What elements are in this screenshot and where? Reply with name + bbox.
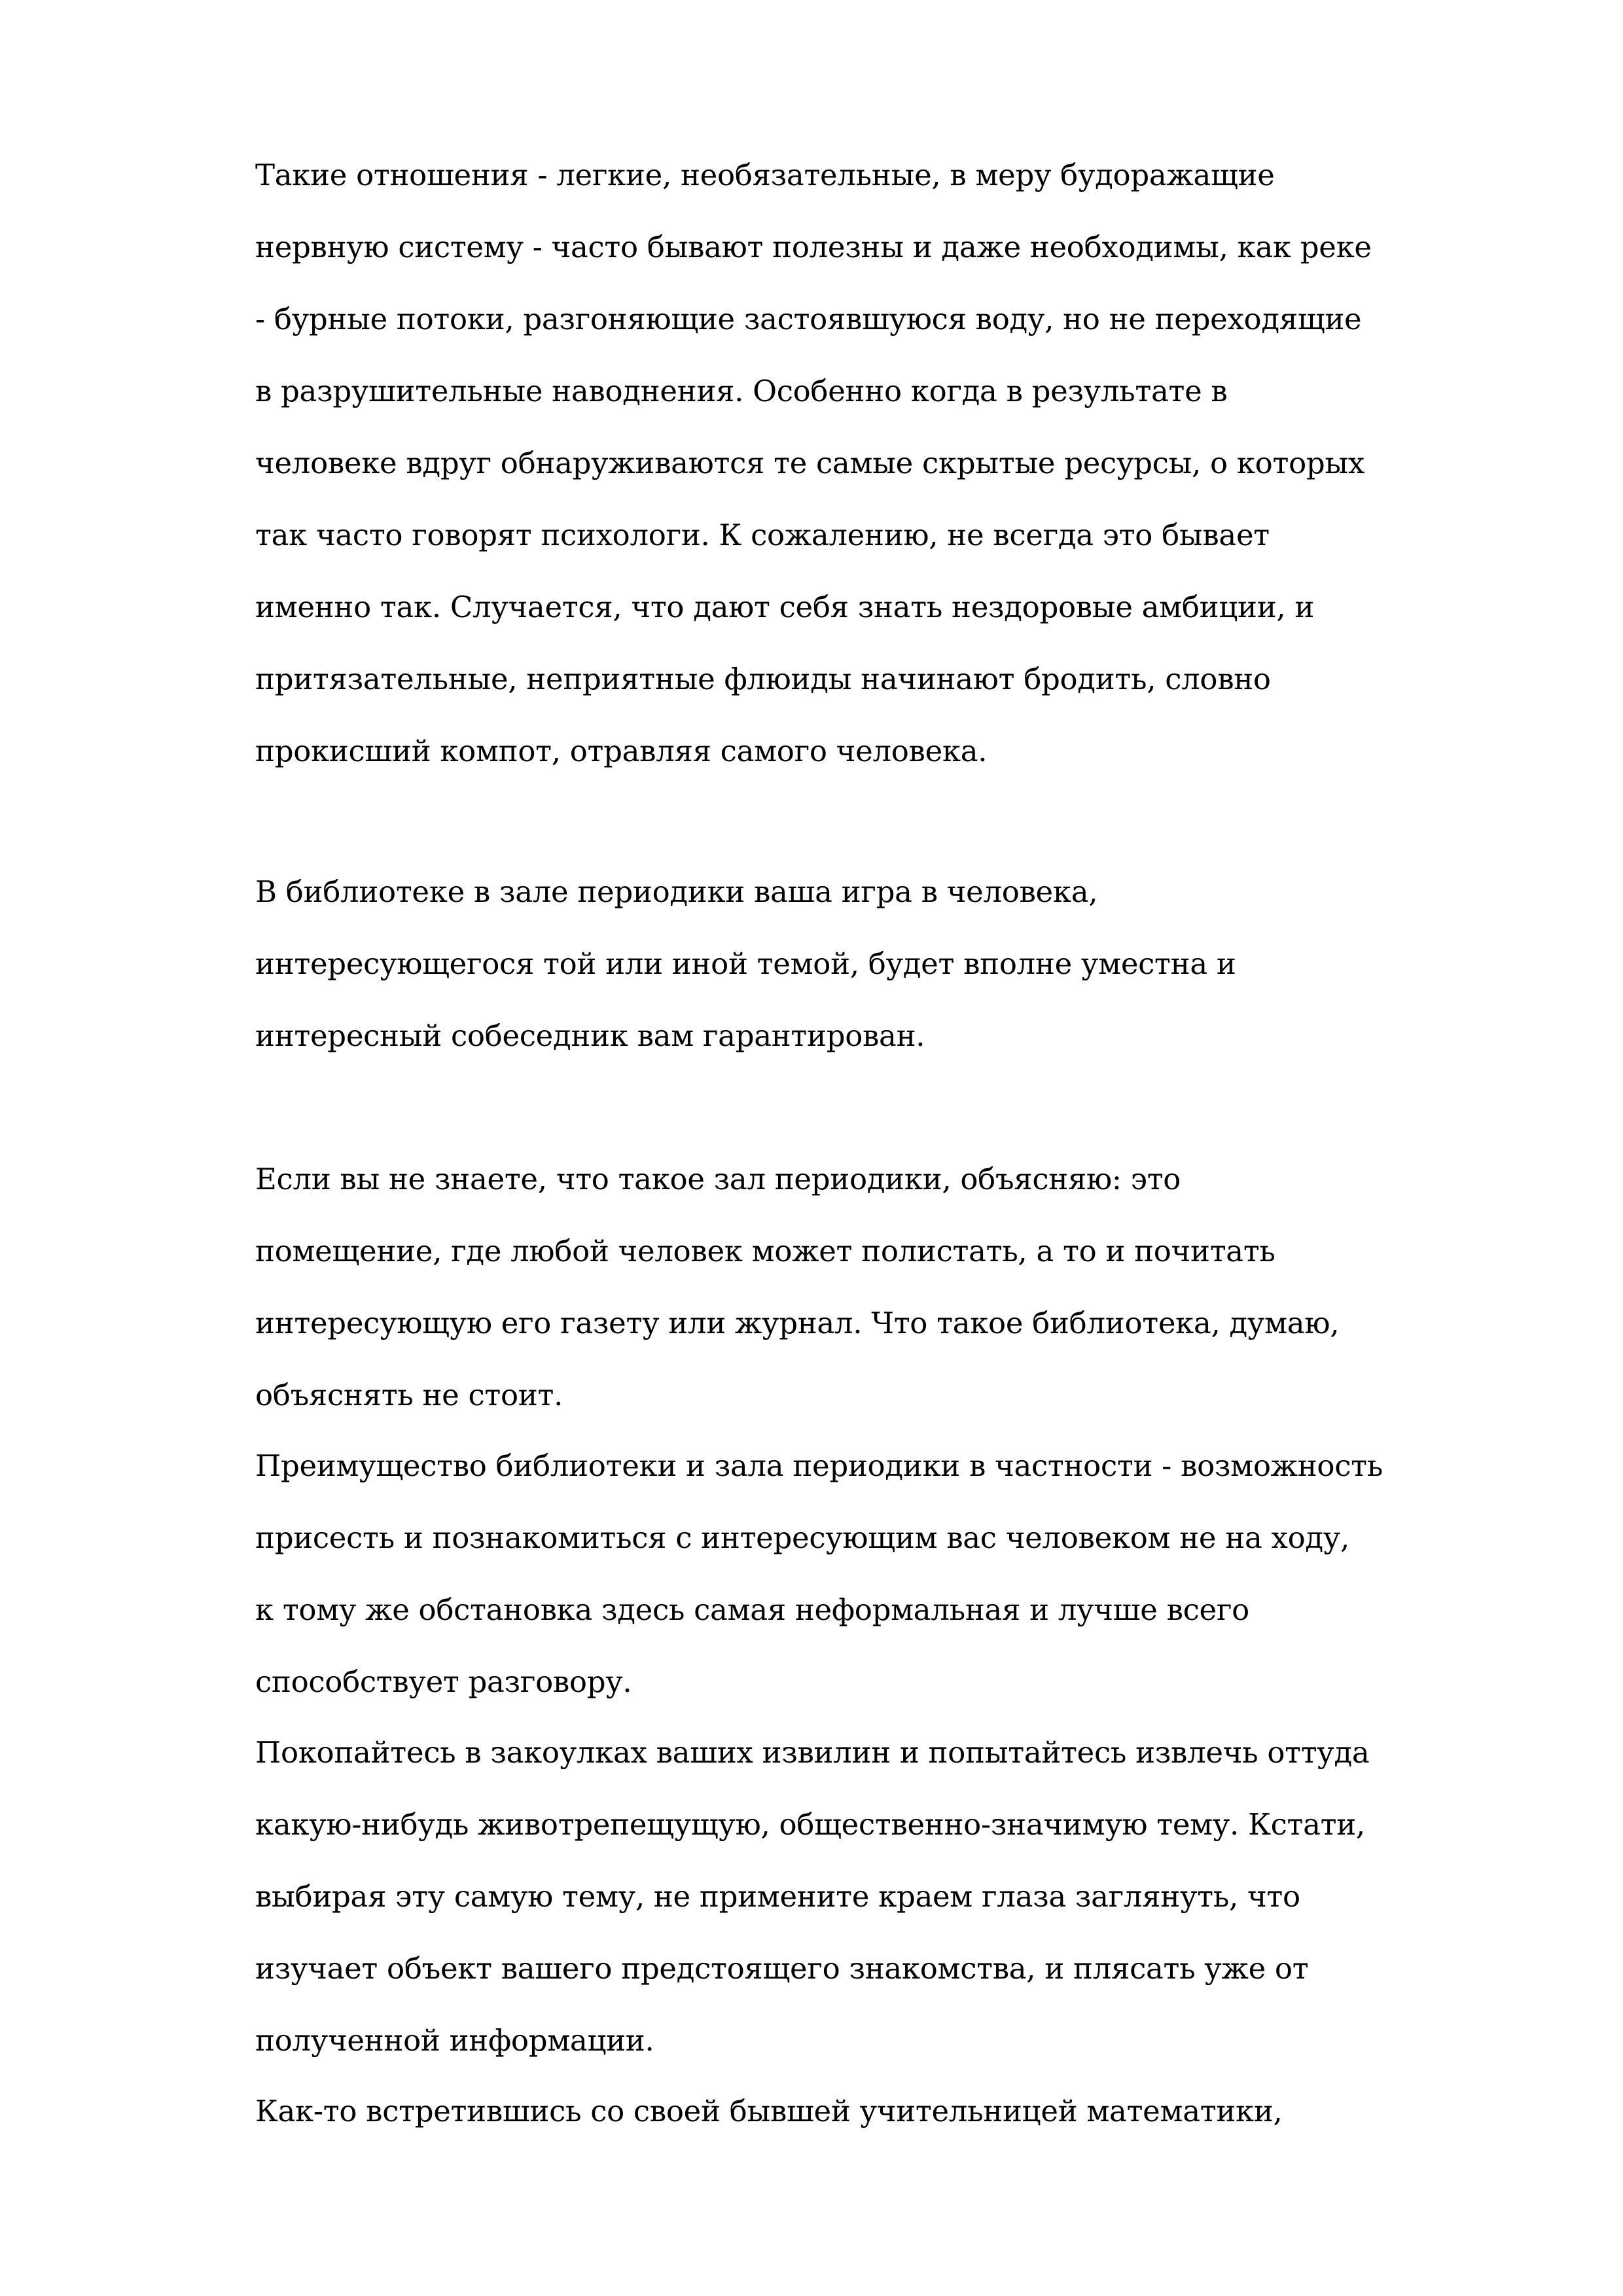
p2-line-3: интересный собеседник вам гарантирован. — [255, 1018, 925, 1053]
p4-line-2: присесть и познакомиться с интересующим вас человеком не на ходу, — [255, 1520, 1349, 1555]
p1-line-8: притязательные, неприятные флюиды начинают бродить, словно — [255, 662, 1271, 696]
p5-line-5: полученной информации. — [255, 2023, 654, 2058]
p5-line-4: изучает объект вашего предстоящего знакомства, и плясать уже от — [255, 1951, 1309, 1986]
p1-line-1: Такие отношения - легкие, необязательные, в меру будоражащие — [255, 158, 1275, 192]
p2-line-2: интересующегося той или иной темой, будет вполне уместна и — [255, 946, 1236, 981]
p3-line-4: объяснять не стоит. — [255, 1378, 563, 1412]
p6-line-1: Как-то встретившись со своей бывшей учительницей математики, — [255, 2094, 1283, 2128]
p1-line-9: прокисший компот, отравляя самого человека. — [255, 734, 988, 768]
p4-line-4: способствует разговору. — [255, 1664, 632, 1699]
p3-line-3: интересующую его газету или журнал. Что такое библиотека, думаю, — [255, 1306, 1340, 1340]
p1-line-5: человеке вдруг обнаруживаются те самые скрытые ресурсы, о которых — [255, 446, 1364, 480]
p5-line-3: выбирая эту самую тему, не примените краем глаза заглянуть, что — [255, 1879, 1300, 1914]
p3-line-2: помещение, где любой человек может полистать, а то и почитать — [255, 1234, 1275, 1268]
p1-line-3: - бурные потоки, разгоняющие застоявшуюся воду, но не переходящие — [255, 302, 1362, 336]
p1-line-6: так часто говорят психологи. К сожалению, не всегда это бывает — [255, 518, 1270, 552]
p1-line-4: в разрушительные наводнения. Особенно когда в результате в — [255, 374, 1228, 408]
p5-line-1: Покопайтесь в закоулках ваших извилин и попытайтесь извлечь оттуда — [255, 1735, 1370, 1770]
p2-line-1: В библиотеке в зале периодики ваша игра в человека, — [255, 874, 1098, 909]
p3-line-1: Если вы не знаете, что такое зал периодики, объясняю: это — [255, 1162, 1181, 1196]
p5-line-2: какую-нибудь животрепещущую, общественно-значимую тему. Кстати, — [255, 1807, 1365, 1842]
p4-line-1: Преимущество библиотеки и зала периодики в частности - возможность — [255, 1448, 1383, 1483]
p4-line-3: к тому же обстановка здесь самая неформальная и лучше всего — [255, 1592, 1249, 1627]
p1-line-7: именно так. Случается, что дают себя знать нездоровые амбиции, и — [255, 590, 1315, 624]
p1-line-2: нервную систему - часто бывают полезны и даже необходимы, как реке — [255, 230, 1372, 264]
